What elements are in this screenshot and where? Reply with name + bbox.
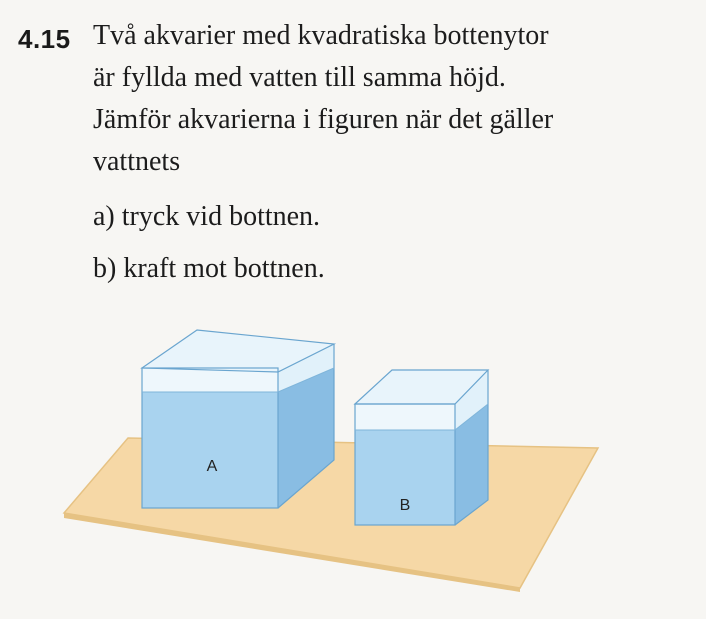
tank-a xyxy=(142,330,334,508)
problem-stem-line: Två akvarier med kvadratiska bottenytor xyxy=(93,20,549,51)
part-a-text: a) tryck vid bottnen. xyxy=(93,201,321,232)
part-b-text: b) kraft mot bottnen. xyxy=(93,253,325,284)
problem-number: 4.15 xyxy=(18,24,71,54)
problem-stem-line: är fyllda med vatten till samma höjd. xyxy=(93,62,506,93)
tank-a-label: A xyxy=(206,458,218,475)
problem-stem-line: Jämför akvarierna i figuren när det gäller xyxy=(93,104,554,135)
tank-b xyxy=(355,370,488,525)
problem-stem-line: vattnets xyxy=(93,146,181,177)
tank-b-label: B xyxy=(399,497,411,514)
